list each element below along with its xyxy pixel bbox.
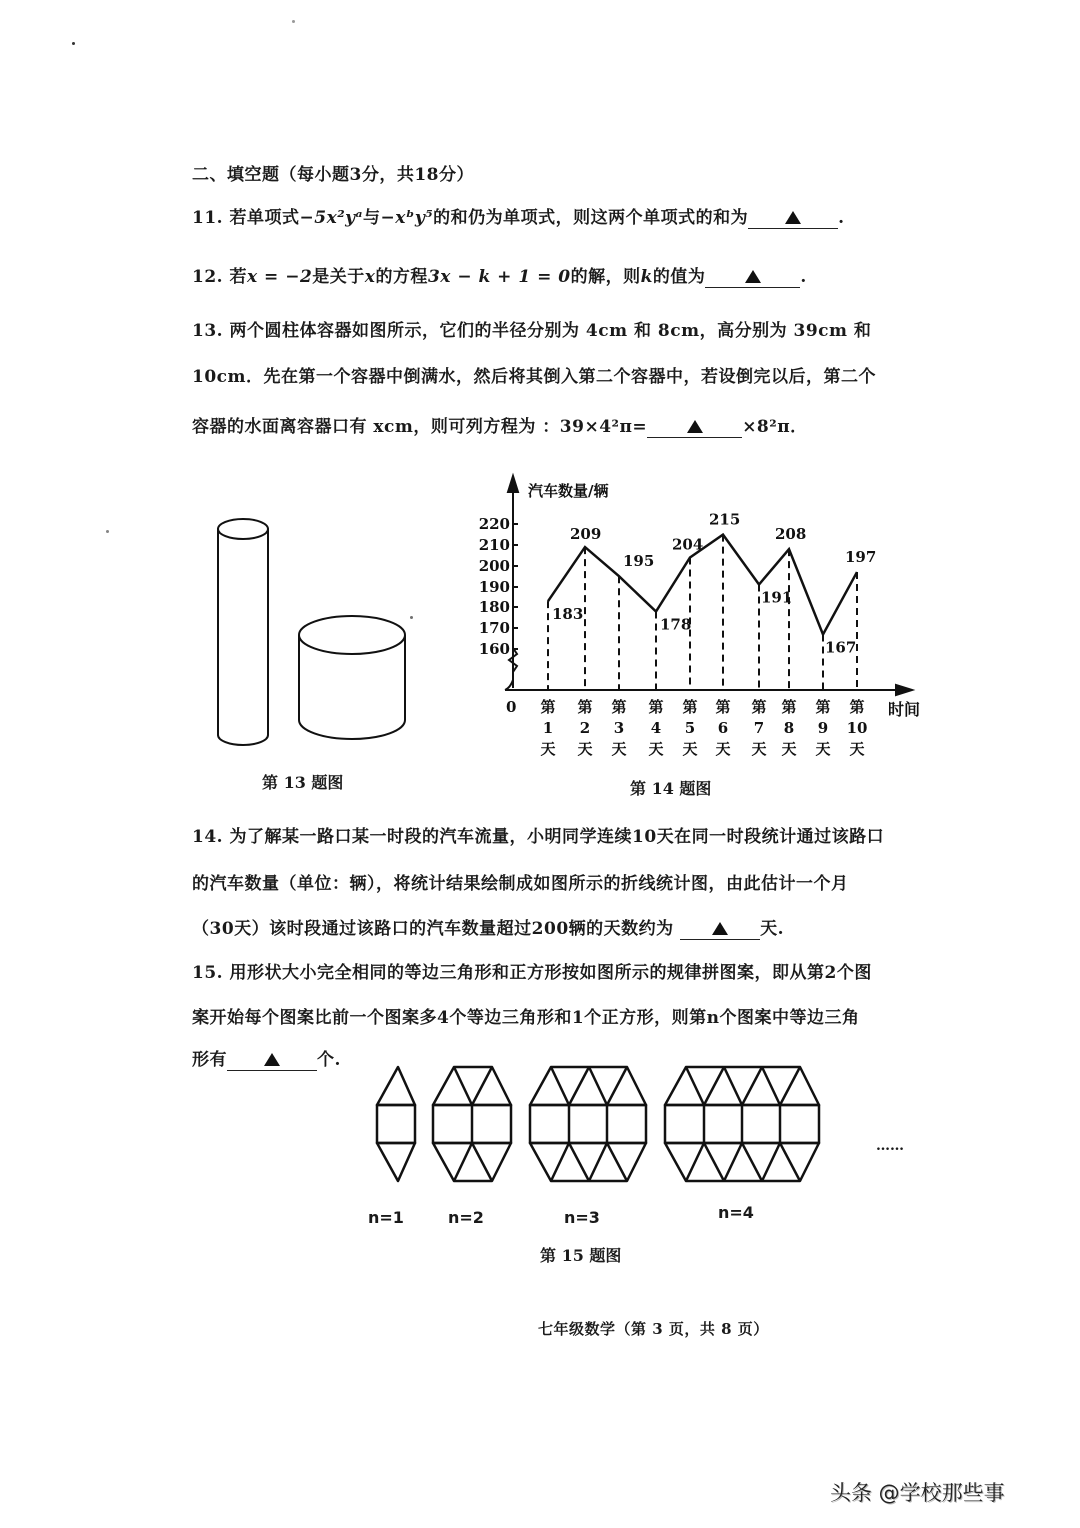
scan-speck [292,20,295,23]
x-tick-label: 6 [717,719,729,737]
scan-speck [72,42,75,45]
y-tick: 160 [478,640,510,658]
question-13-line-1: 13. 两个圆柱体容器如图所示，它们的半径分别为 4cm 和 8cm，高分别为 39cm 和 [192,321,872,341]
x-tick-label: 天 [751,740,767,758]
triangle-marker-icon [712,922,728,935]
x-tick-label: 7 [753,719,765,737]
x-tick-label: 第 [751,698,767,716]
answer-blank-12[interactable] [705,267,800,288]
x-tick-label: 天 [682,740,698,758]
x-axis-label: 时间 [888,700,921,719]
y-tick: 180 [478,598,510,616]
x-tick-label: 8 [783,719,795,737]
q11-term2: −xᵇy⁵ [380,208,434,228]
x-tick-label: 天 [611,740,627,758]
y-tick: 210 [478,536,510,554]
pattern-label-n2: n=2 [448,1208,484,1227]
scan-speck [106,530,109,533]
chart-series [540,511,876,758]
figure-15-caption: 第 15 题图 [540,1246,622,1265]
answer-blank-11[interactable] [748,208,838,229]
x-tick-label: 第 [781,698,797,716]
triangle-marker-icon [264,1053,280,1066]
x-tick-label: 4 [650,719,662,737]
pattern-n2 [433,1067,511,1181]
y-tick: 200 [478,557,510,575]
triangle-marker-icon [745,270,761,283]
figure-14-line-chart [460,470,950,770]
scan-speck [410,616,413,619]
x-tick-label: 10 [846,719,868,737]
y-tick: 170 [478,619,510,637]
y-axis-label: 汽车数量/辆 [528,482,609,500]
pattern-label-n1: n=1 [368,1208,404,1227]
x-tick-label: 第 [715,698,731,716]
x-tick-label: 天 [781,740,797,758]
x-tick-label: 5 [684,719,696,737]
pattern-n4 [665,1067,819,1181]
data-label: 167 [825,638,857,657]
data-label: 215 [709,510,741,529]
x-tick-label: 第 [611,698,627,716]
x-tick-label: 第 [577,698,593,716]
x-tick-label: 第 [648,698,664,716]
figure-13-cylinders [200,505,430,755]
x-tick-label: 第 [815,698,831,716]
x-tick-label: 第 [540,698,556,716]
pattern-n1 [377,1067,415,1181]
figure-15-patterns [360,1055,830,1195]
data-label: 209 [570,525,602,544]
x-tick-label: 天 [648,740,664,758]
x-tick-label: 天 [540,740,556,758]
question-13-line-2: 10cm．先在第一个容器中倒满水，然后将其倒入第二个容器中，若设倒完以后，第二个 [192,367,876,387]
answer-blank-13[interactable] [647,417,742,438]
data-label: 208 [775,525,807,544]
pattern-label-n4: n=4 [718,1203,754,1222]
y-tick: 220 [478,515,510,533]
y-tick: 190 [478,578,510,596]
question-13-line-3: 容器的水面离容器口有 xcm，则可列方程为 ：39×4²π= ×8²π． [192,417,808,437]
x-tick-label: 第 [682,698,698,716]
x-tick-label: 1 [542,719,554,737]
question-14-line-2: 的汽车数量（单位：辆），将统计结果绘制成如图所示的折线统计图，由此估计一个月 [192,874,849,894]
triangle-marker-icon [687,420,703,433]
question-12: 12. 若x = −2是关于x的方程3x − k + 1 = 0的解，则k的值为 . [192,267,807,287]
pattern-n3 [530,1067,646,1181]
x-tick-label: 天 [577,740,593,758]
section-title: 二、填空题（每小题3分，共18分） [192,165,474,185]
x-tick-label: 第 [849,698,865,716]
data-label: 204 [672,535,704,554]
question-15-line-1: 15. 用形状大小完全相同的等边三角形和正方形按如图所示的规律拼图案，即从第2个图 [192,963,872,983]
pattern-ellipsis: …… [876,1138,904,1154]
figure-14-caption: 第 14 题图 [630,779,712,798]
watermark: 头条 @学校那些事 [830,1481,1005,1505]
figure-13-caption: 第 13 题图 [262,773,344,792]
x-tick-label: 天 [849,740,865,758]
data-label: 183 [552,605,584,624]
question-11: 11. 若单项式−5x²yᵃ与−xᵇy⁵的和仍为单项式，则这两个单项式的和为 . [192,208,845,228]
x-tick-label: 2 [579,719,591,737]
answer-blank-14[interactable] [680,919,760,940]
pattern-label-n3: n=3 [564,1208,600,1227]
q11-term1: −5x²yᵃ [299,208,363,228]
answer-blank-15[interactable] [227,1050,317,1071]
question-14-line-3: （30天）该时段通过该路口的汽车数量超过200辆的天数约为 天. [192,919,784,939]
question-14-line-1: 14. 为了解某一路口某一时段的汽车流量，小明同学连续10天在同一时段统计通过该路口 [192,827,885,847]
data-label: 178 [660,615,692,634]
x-tick-label: 天 [715,740,731,758]
data-label: 195 [623,552,655,571]
x-tick-label: 3 [613,719,625,737]
page-footer: 七年级数学（第 3 页，共 8 页） [538,1320,769,1338]
question-15-line-3: 形有 个. [192,1050,341,1070]
x-tick-label: 9 [817,719,829,737]
x-tick-label: 天 [815,740,831,758]
triangle-marker-icon [785,211,801,224]
question-15-line-2: 案开始每个图案比前一个图案多4个等边三角形和1个正方形，则第n个图案中等边三角 [192,1008,860,1028]
data-label: 191 [761,588,793,607]
origin-label: 0 [506,698,517,716]
data-label: 197 [845,548,877,567]
